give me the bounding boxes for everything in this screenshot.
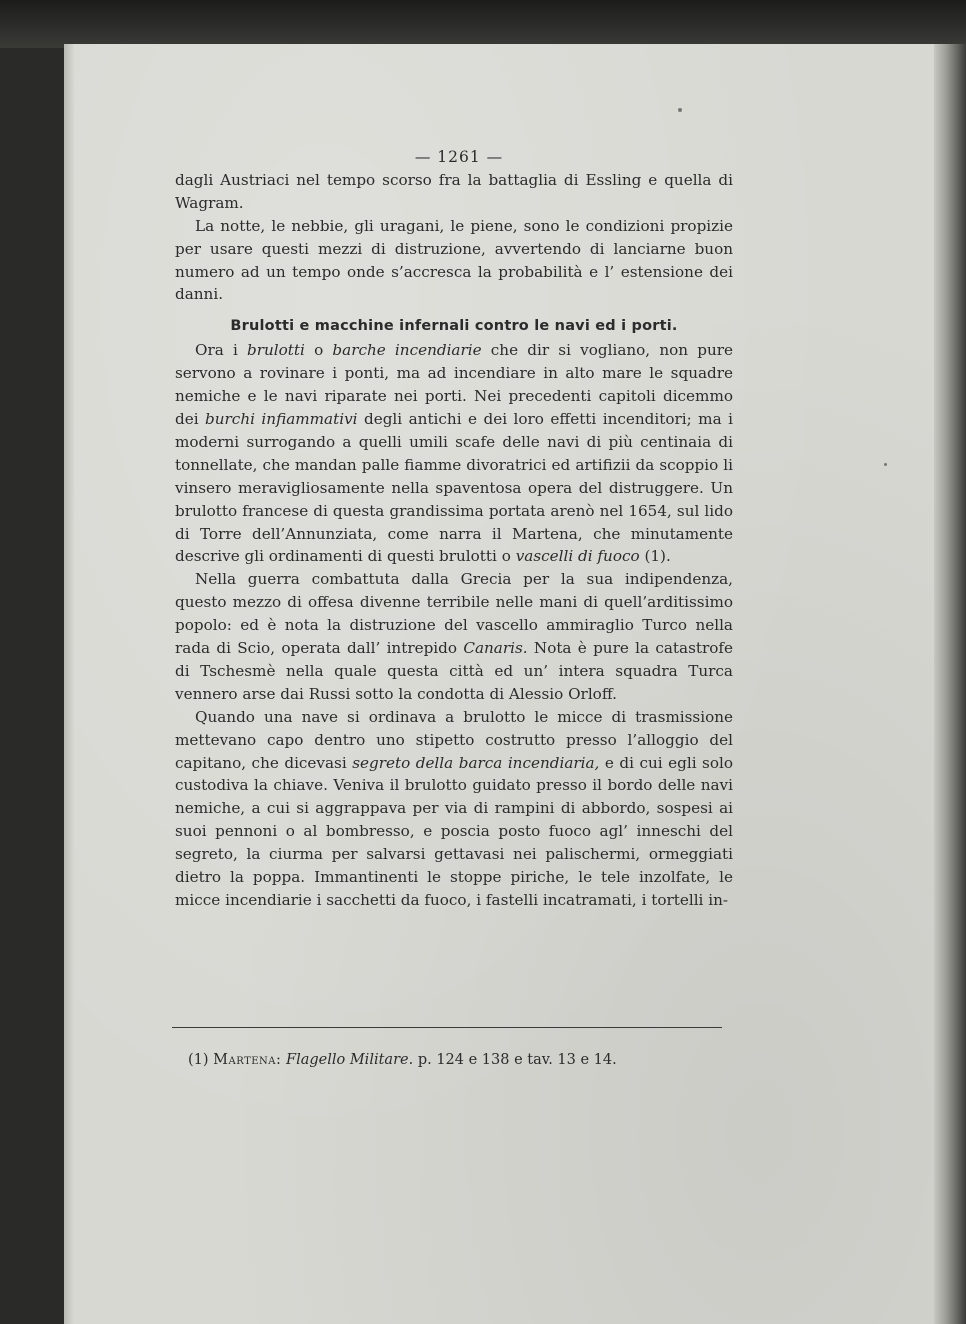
text-run: Ora i (195, 341, 248, 360)
scan-speck (678, 108, 682, 112)
footnote-author: Martena: (213, 1052, 282, 1068)
page-number: — 1261 — (414, 148, 504, 166)
text-run: Nota è pure la catastrofe di Tschesmè nella quale questa città ed un’ intera squadra Turca vennero arse dai Russi sotto la condotta di Alessio Orloff. (175, 639, 733, 703)
text-run: Quando una nave si ordinava a brulotto le micce di trasmissione mettevano capo dentro uno stipetto costrutto presso l’alloggio del capitano, che dicevasi (175, 707, 733, 772)
text-run: o (304, 341, 333, 360)
paragraph (175, 568, 733, 705)
italic-text: burchi infiammativi (205, 409, 358, 428)
section-heading: Brulotti e macchine infernali contro le navi ed i porti. (230, 318, 678, 335)
italic-text: Canaris. (463, 639, 528, 658)
page-edge (64, 44, 74, 1324)
scan-speck (884, 463, 887, 466)
text-run: e di cui egli solo custodiva la chiave. Veniva il brulotto guidato presso il bordo delle navi nemiche, a cui si aggrappava per via di rampini di abbordo, sospesi ai suoi pennoni o al bombresso, e poscia posto fuoco agl’ inneschi del segreto, la ciurma per salvarsi gettavasi nei palischermi, ormeggiati dietro la poppa. Immantinenti le stoppe piriche, le tele inzolfate, le micce incendiarie i sacchetti da fuoco, i fastelli incatramati, i tortelli in- (175, 753, 733, 909)
italic-text: vascelli di fuoco (515, 547, 640, 566)
paragraphs-before-heading (175, 169, 733, 306)
text-run: degli antichi e dei loro effetti incenditori; ma i moderni surrogando a quelli umili scafe delle navi di più centinaia di tonnellate, che mandan palle fiamme divoratrici ed artifizii da scoppio li vinsero meravigliosamente nella spaventosa opera del distruggere. Un brulotto francese di questa grandissima portata arenò nel 1654, sul lido di Torre dell’Annunziata, come narra il Martena, che minutamente descrive gli ordinamenti di questi brulotti o (175, 409, 733, 566)
footnote (188, 1052, 617, 1068)
body-text (175, 146, 733, 912)
italic-text: segreto della barca incendiaria, (352, 753, 600, 772)
footnote-marker: (1) (188, 1052, 209, 1068)
paragraph (175, 215, 733, 307)
paragraph (175, 339, 733, 568)
paragraph (175, 169, 733, 215)
text-run: La notte, le nebbie, gli uragani, le piene, sono le condizioni propizie per usare questi mezzi di distruzione, avvertendo di lanciarne buon numero ad un tempo onde s’accresca la probabilità e l’ estensione dei danni. (175, 216, 733, 304)
text-run: (1). (639, 547, 671, 566)
italic-text: brulotti (247, 341, 305, 360)
paragraphs-after-heading (175, 339, 733, 912)
footnote-reference: p. 124 e 138 e tav. 13 e 14. (417, 1052, 617, 1068)
italic-text: barche incendiarie (332, 341, 482, 360)
text-run: che dir si vogliano, non pure servono a rovinare i ponti, ma ad incendiare in alto mare le squadre nemiche e le navi riparate nei porti. Nei precedenti capitoli dicemmo dei (175, 341, 733, 428)
scan-border-top (0, 0, 966, 48)
footnote-rule (172, 1027, 722, 1028)
scan-border-right (934, 44, 966, 1324)
text-run: Nella guerra combattuta dalla Grecia per la sua indipendenza, questo mezzo di offesa divenne terribile nelle mani di quell’arditissimo popolo: ed è nota la distruzione del vascello ammiraglio Turco nella rada di Scio, operata dall’ intrepido (175, 570, 733, 658)
text-run: dagli Austriaci nel tempo scorso fra la battaglia di Essling e quella di Wagram. (175, 170, 733, 212)
paragraph (175, 706, 733, 912)
footnote-title: Flagello Militare. (286, 1052, 414, 1068)
